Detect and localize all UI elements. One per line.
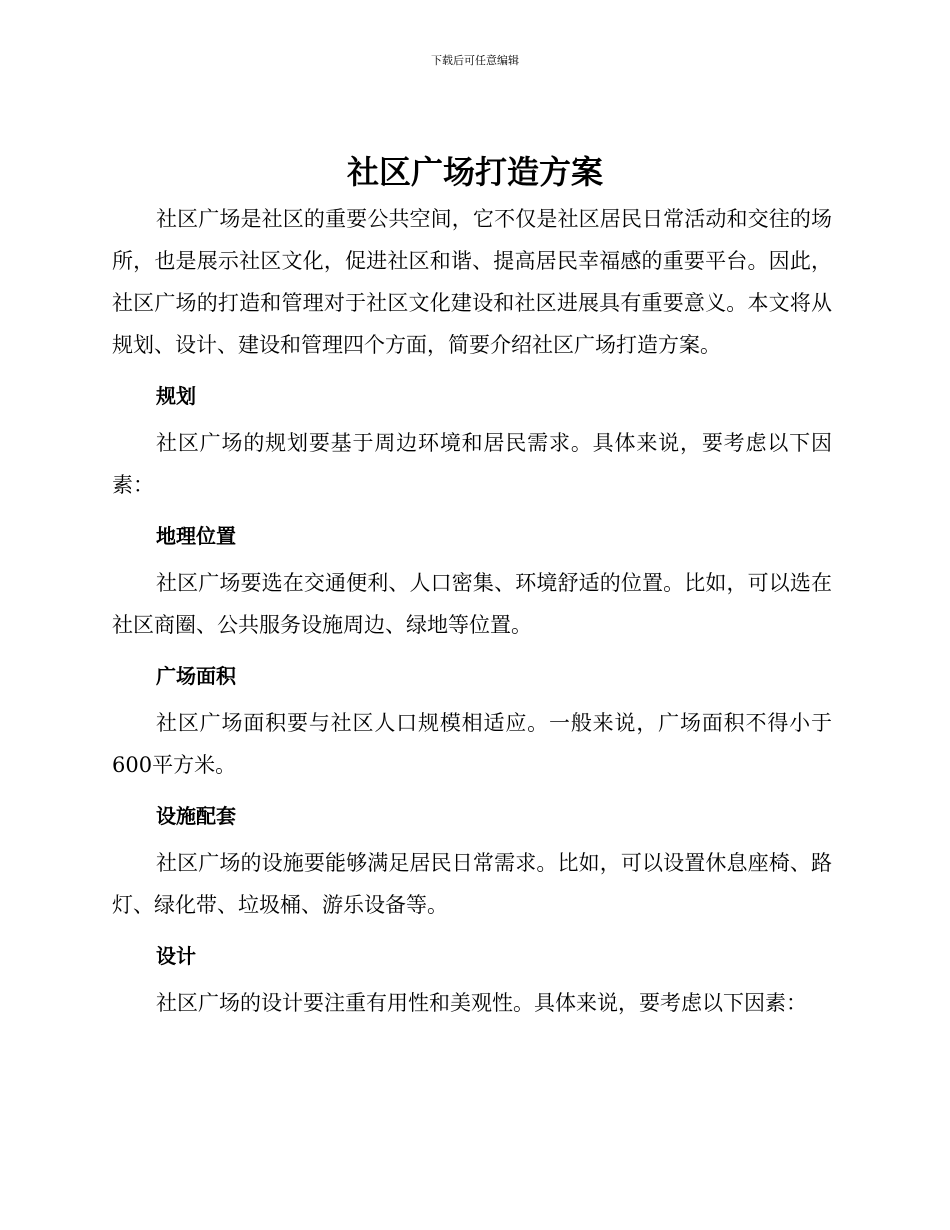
page-header: 下载后可任意编辑 [431, 54, 519, 67]
section-heading-planning: 规划 [156, 384, 196, 408]
document-body [112, 198, 832, 1024]
intro-paragraph: 社区广场是社区的重要公共空间，它不仅是社区居民日常活动和交往的场所，也是展示社区文化，促进社区和谐、提高居民幸福感的重要平台。因此，社区广场的打造和管理对于社区文化建设和社区进展具有重要意义。本文将从规划、设计、建设和管理四个方面，简要介绍社区广场打造方案。 [112, 207, 832, 357]
section-heading-area: 广场面积 [156, 664, 236, 688]
section-text-location: 社区广场要选在交通便利、人口密集、环境舒适的位置。比如，可以选在社区商圈、公共服务设施周边、绿地等位置。 [112, 571, 832, 637]
section-text-facilities: 社区广场的设施要能够满足居民日常需求。比如，可以设置休息座椅、路灯、绿化带、垃圾桶、游乐设备等。 [112, 851, 832, 917]
section-text-design: 社区广场的设计要注重有用性和美观性。具体来说，要考虑以下因素： [156, 991, 807, 1015]
section-heading-location: 地理位置 [156, 524, 236, 548]
section-text-planning: 社区广场的规划要基于周边环境和居民需求。具体来说，要考虑以下因素： [112, 431, 832, 497]
section-heading-facilities: 设施配套 [156, 804, 236, 828]
section-text-area: 社区广场面积要与社区人口规模相适应。一般来说，广场面积不得小于600平方米。 [112, 711, 832, 777]
document-title: 社区广场打造方案 [346, 153, 603, 191]
section-heading-design: 设计 [156, 944, 196, 968]
